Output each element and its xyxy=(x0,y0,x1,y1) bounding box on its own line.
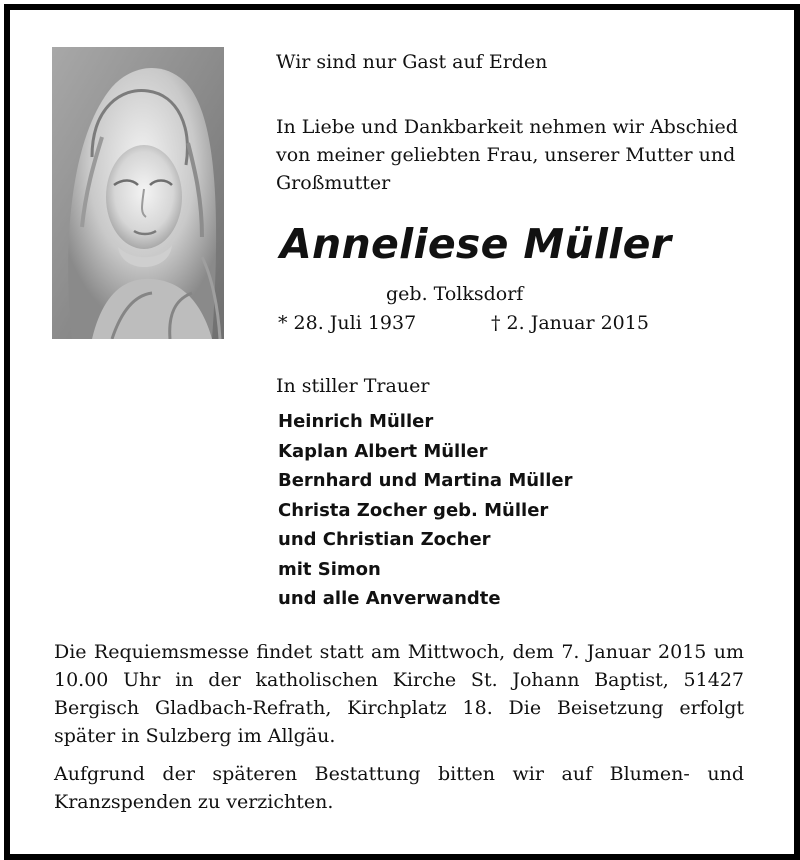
flowers-note: Aufgrund der späteren Bestattung bitten wir auf Blumen- und Kranzspenden zu verzichten. xyxy=(54,763,744,813)
intro-line: von meiner geliebten Frau, unserer Mutter und xyxy=(276,144,736,166)
family-member: und alle Anverwandte xyxy=(278,588,501,609)
madonna-photo xyxy=(52,47,224,339)
family-member: mit Simon xyxy=(278,558,381,580)
madonna-sculpture-icon xyxy=(52,47,224,339)
deceased-name: Anneliese Müller xyxy=(280,220,672,268)
requiem-paragraph: Die Requiemsmesse findet statt am Mittwoch, dem 7. Januar 2015 um 10.00 Uhr in der katholischen Kirche St. Johann Baptist, 51427 Bergisch Gladbach-Refrath, Kirchplatz 18. Die Beisetzung erfolgt später in Sulzberg im Allgäu. xyxy=(54,641,744,747)
birth-date: * 28. Juli 1937 xyxy=(278,312,417,334)
family-member: und Christian Zocher xyxy=(278,529,491,550)
family-member: Bernhard und Martina Müller xyxy=(278,470,573,491)
intro-text xyxy=(276,113,738,197)
death-date: † 2. Januar 2015 xyxy=(491,312,649,334)
family-member: Kaplan Albert Müller xyxy=(278,440,488,462)
family-list xyxy=(278,407,572,614)
intro-line: In Liebe und Dankbarkeit nehmen wir Abschied xyxy=(276,116,738,138)
motto: Wir sind nur Gast auf Erden xyxy=(276,51,548,73)
intro-line: Großmutter xyxy=(276,172,391,194)
family-member: Heinrich Müller xyxy=(278,411,434,432)
mourning-label: In stiller Trauer xyxy=(276,375,430,397)
birth-name: geb. Tolksdorf xyxy=(386,283,524,305)
family-member: Christa Zocher geb. Müller xyxy=(278,499,549,521)
